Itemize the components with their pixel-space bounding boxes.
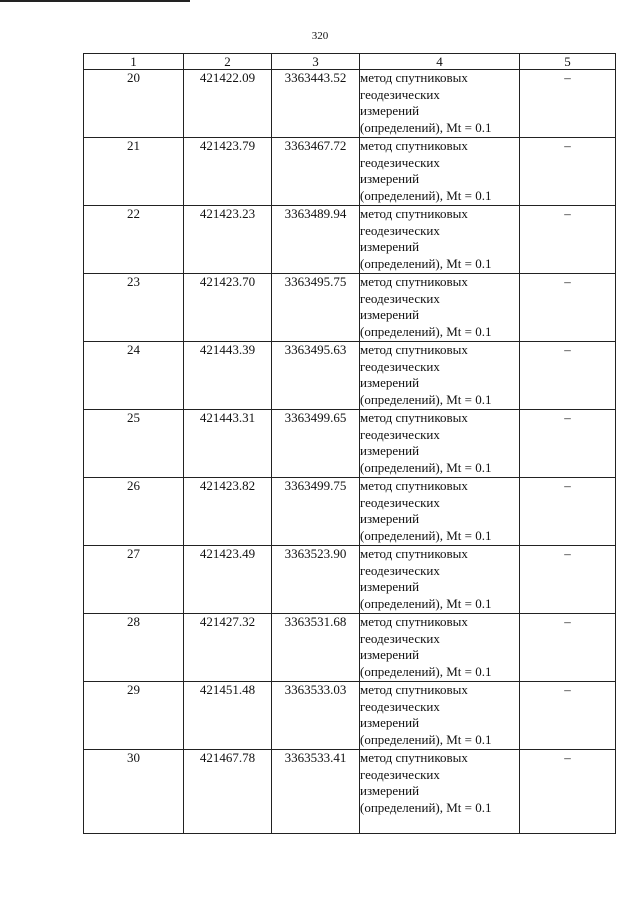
- note-cell: –: [520, 342, 616, 410]
- method-cell: [360, 682, 520, 750]
- method-cell: [360, 206, 520, 274]
- header-row: [84, 54, 616, 70]
- coordinate-y-cell: 3363531.68: [272, 614, 360, 682]
- table-row: [84, 614, 616, 682]
- point-number-cell: 27: [84, 546, 184, 614]
- coordinate-x-cell: 421443.31: [184, 410, 272, 478]
- note-cell: –: [520, 206, 616, 274]
- method-text-line: (определений), Mt = 0.1: [360, 391, 492, 407]
- method-text-line: (определений), Mt = 0.1: [360, 595, 492, 611]
- coordinate-x-cell: 421467.78: [184, 750, 272, 834]
- method-text-line: геодезических: [360, 222, 440, 238]
- method-cell: [360, 70, 520, 138]
- note-cell: –: [520, 274, 616, 342]
- table-row: [84, 274, 616, 342]
- method-text-line: метод спутниковых: [360, 410, 468, 425]
- coordinate-x-cell: 421423.82: [184, 478, 272, 546]
- method-text-line: метод спутниковых: [360, 274, 468, 289]
- coordinate-y-cell: 3363489.94: [272, 206, 360, 274]
- method-text-line: (определений), Mt = 0.1: [360, 187, 492, 203]
- method-text-line: метод спутниковых: [360, 614, 468, 629]
- method-cell: [360, 410, 520, 478]
- method-cell: [360, 546, 520, 614]
- coordinate-y-cell: 3363467.72: [272, 138, 360, 206]
- coordinate-y-cell: 3363443.52: [272, 70, 360, 138]
- method-text-line: измерений: [360, 579, 420, 594]
- table-row: [84, 206, 616, 274]
- method-text-line: (определений), Mt = 0.1: [360, 323, 492, 339]
- method-text-line: метод спутниковых: [360, 138, 468, 153]
- coordinate-x-cell: 421423.23: [184, 206, 272, 274]
- method-text-line: (определений), Mt = 0.1: [360, 255, 492, 271]
- method-text-line: (определений), Mt = 0.1: [360, 459, 492, 475]
- method-text-line: измерений: [360, 239, 420, 254]
- method-text-line: (определений), Mt = 0.1: [360, 731, 492, 747]
- method-text-line: измерений: [360, 511, 420, 526]
- method-text-line: метод спутниковых: [360, 682, 468, 697]
- method-text-line: геодезических: [360, 698, 440, 714]
- table-row: [84, 138, 616, 206]
- method-text-line: измерений: [360, 783, 420, 798]
- note-cell: –: [520, 138, 616, 206]
- note-cell: –: [520, 546, 616, 614]
- method-text-line: геодезических: [360, 766, 440, 782]
- coordinate-y-cell: 3363499.75: [272, 478, 360, 546]
- coordinate-x-cell: 421423.79: [184, 138, 272, 206]
- method-text-line: метод спутниковых: [360, 750, 468, 765]
- point-number-cell: 20: [84, 70, 184, 138]
- coordinate-x-cell: 421451.48: [184, 682, 272, 750]
- method-text-line: метод спутниковых: [360, 206, 468, 221]
- coordinate-y-cell: 3363533.41: [272, 750, 360, 834]
- coordinate-x-cell: 421423.70: [184, 274, 272, 342]
- method-text-line: геодезических: [360, 154, 440, 170]
- column-header-5: 5: [520, 54, 616, 70]
- method-text-line: (определений), Mt = 0.1: [360, 119, 492, 135]
- point-number-cell: 26: [84, 478, 184, 546]
- column-header-1: 1: [84, 54, 184, 70]
- column-header-4: 4: [360, 54, 520, 70]
- point-number-cell: 23: [84, 274, 184, 342]
- method-text-line: измерений: [360, 375, 420, 390]
- point-number-cell: 28: [84, 614, 184, 682]
- coordinate-y-cell: 3363495.75: [272, 274, 360, 342]
- note-cell: –: [520, 750, 616, 834]
- coordinate-x-cell: 421427.32: [184, 614, 272, 682]
- method-text-line: измерений: [360, 647, 420, 662]
- method-text-line: измерений: [360, 171, 420, 186]
- method-text-line: геодезических: [360, 630, 440, 646]
- method-text-line: геодезических: [360, 358, 440, 374]
- method-text-line: (определений), Mt = 0.1: [360, 663, 492, 679]
- table-row: [84, 410, 616, 478]
- method-cell: [360, 478, 520, 546]
- table-row: [84, 682, 616, 750]
- method-text-line: геодезических: [360, 86, 440, 102]
- method-text-line: (определений), Mt = 0.1: [360, 527, 492, 543]
- note-cell: –: [520, 614, 616, 682]
- method-text-line: метод спутниковых: [360, 478, 468, 493]
- method-cell: [360, 342, 520, 410]
- method-text-line: метод спутниковых: [360, 70, 468, 85]
- point-number-cell: 21: [84, 138, 184, 206]
- page-number: 320: [311, 30, 329, 42]
- note-cell: –: [520, 410, 616, 478]
- point-number-cell: 24: [84, 342, 184, 410]
- coordinate-y-cell: 3363523.90: [272, 546, 360, 614]
- point-number-cell: 25: [84, 410, 184, 478]
- coordinate-x-cell: 421423.49: [184, 546, 272, 614]
- method-text-line: метод спутниковых: [360, 342, 468, 357]
- table-row: [84, 750, 616, 834]
- method-text-line: метод спутниковых: [360, 546, 468, 561]
- method-text-line: геодезических: [360, 426, 440, 442]
- column-header-3: 3: [272, 54, 360, 70]
- table-row: [84, 546, 616, 614]
- coordinate-y-cell: 3363533.03: [272, 682, 360, 750]
- point-number-cell: 22: [84, 206, 184, 274]
- method-text-line: измерений: [360, 307, 420, 322]
- note-cell: –: [520, 478, 616, 546]
- coordinate-y-cell: 3363495.63: [272, 342, 360, 410]
- column-header-2: 2: [184, 54, 272, 70]
- method-text-line: измерений: [360, 103, 420, 118]
- coordinates-table: [83, 53, 616, 834]
- method-text-line: геодезических: [360, 562, 440, 578]
- method-text-line: измерений: [360, 443, 420, 458]
- point-number-cell: 29: [84, 682, 184, 750]
- top-rule: [0, 0, 190, 2]
- method-text-line: (определений), Mt = 0.1: [360, 799, 492, 815]
- table-row: [84, 342, 616, 410]
- coordinate-x-cell: 421443.39: [184, 342, 272, 410]
- note-cell: –: [520, 70, 616, 138]
- method-text-line: геодезических: [360, 494, 440, 510]
- method-text-line: измерений: [360, 715, 420, 730]
- table-row: [84, 478, 616, 546]
- method-text-line: геодезических: [360, 290, 440, 306]
- method-cell: [360, 138, 520, 206]
- table-row: [84, 70, 616, 138]
- method-cell: [360, 750, 520, 834]
- method-cell: [360, 614, 520, 682]
- method-cell: [360, 274, 520, 342]
- coordinate-y-cell: 3363499.65: [272, 410, 360, 478]
- coordinate-x-cell: 421422.09: [184, 70, 272, 138]
- point-number-cell: 30: [84, 750, 184, 834]
- note-cell: –: [520, 682, 616, 750]
